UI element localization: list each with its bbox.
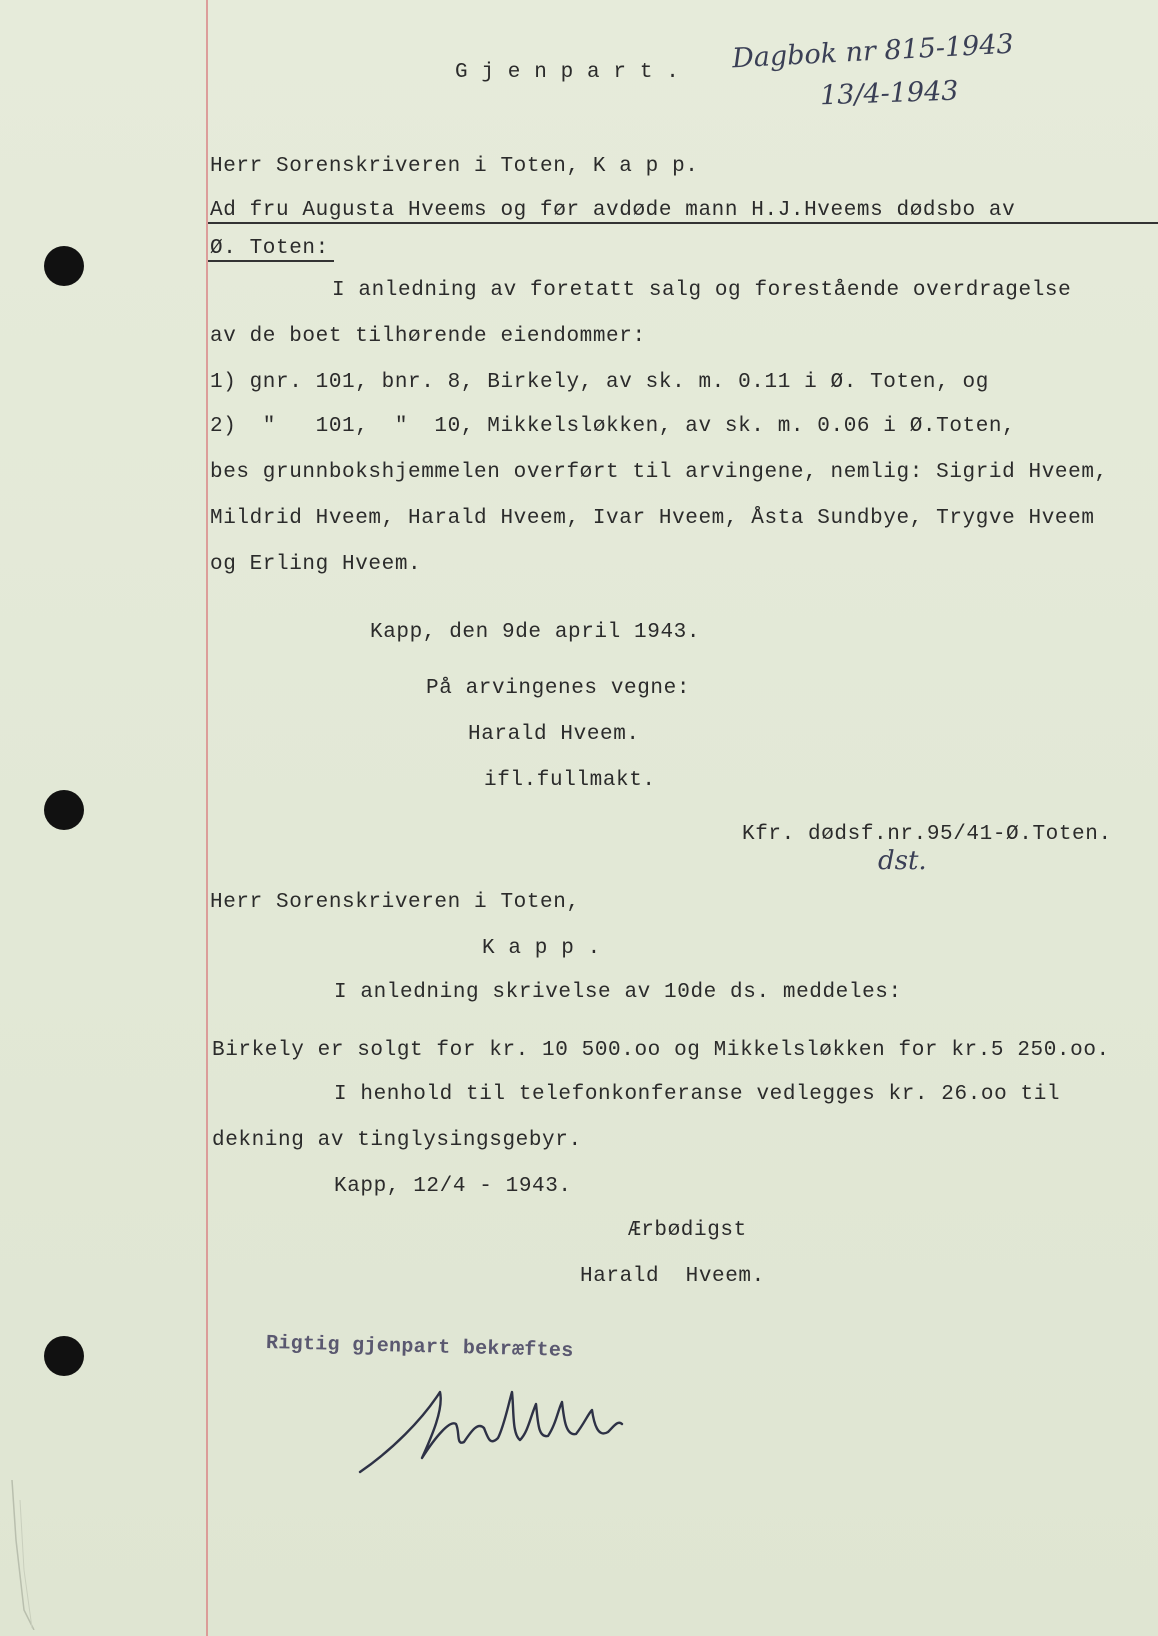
letter1-authority: ifl.fullmakt.	[484, 769, 656, 792]
letter1-initials: dst.	[878, 846, 927, 876]
letter1-place-date: Kapp, den 9de april 1943.	[370, 621, 701, 644]
letter1-body-line: I anledning av foretatt salg og forestående overdragelse	[332, 279, 1072, 302]
handwritten-reference: Dagbok nr 815-1943	[731, 28, 1015, 75]
letter1-body-line: 1) gnr. 101, bnr. 8, Birkely, av sk. m. 0.11 i Ø. Toten, og	[210, 371, 989, 394]
certification-stamp: Rigtig gjenpart bekræftes	[265, 1331, 574, 1364]
margin-line	[206, 0, 208, 1636]
letter1-body-line: Mildrid Hveem, Harald Hveem, Ivar Hveem, Åsta Sundbye, Trygve Hveem	[210, 507, 1095, 530]
letter1-body-line: og Erling Hveem.	[210, 553, 422, 576]
letter2-body-line: I anledning skrivelse av 10de ds. meddeles:	[334, 981, 902, 1004]
letter2-body-line: Birkely er solgt for kr. 10 500.oo og Mikkelsløkken for kr.5 250.oo.	[212, 1039, 1110, 1062]
document-title: G j e n p a r t .	[455, 61, 680, 84]
letter2-closing: Ærbødigst	[628, 1219, 747, 1242]
punch-hole-top	[44, 246, 84, 286]
letter2-signer: Harald Hveem.	[580, 1265, 765, 1288]
letter1-recipient: Herr Sorenskriveren i Toten, K a p p.	[210, 155, 699, 178]
letter1-reference: Kfr. dødsf.nr.95/41-Ø.Toten.	[742, 823, 1112, 846]
letter1-on-behalf: På arvingenes vegne:	[426, 677, 691, 700]
subject-underline-1	[208, 222, 1158, 224]
handwritten-signature	[352, 1380, 642, 1480]
letter2-place-date: Kapp, 12/4 - 1943.	[334, 1175, 572, 1198]
letter1-subject-line1: Ad fru Augusta Hveems og før avdøde mann H.J.Hveems dødsbo av	[210, 199, 1016, 222]
letter2-recipient-place: K a p p .	[482, 937, 601, 960]
letter1-body-line: bes grunnbokshjemmelen overført til arvingene, nemlig: Sigrid Hveem,	[210, 461, 1108, 484]
letter1-signer: Harald Hveem.	[468, 723, 640, 746]
letter2-body-line: I henhold til telefonkonferanse vedlegges kr. 26.oo til	[334, 1083, 1061, 1106]
handwritten-date: 13/4-1943	[819, 75, 959, 112]
punch-hole-bottom	[44, 1336, 84, 1376]
punch-hole-middle	[44, 790, 84, 830]
letter2-recipient: Herr Sorenskriveren i Toten,	[210, 891, 580, 914]
letter1-body-line: 2) " 101, " 10, Mikkelsløkken, av sk. m. 0.06 i Ø.Toten,	[210, 415, 1016, 438]
page-corner-curl	[10, 1480, 40, 1630]
letter1-subject-line2: Ø. Toten:	[210, 237, 329, 260]
letter1-body-line: av de boet tilhørende eiendommer:	[210, 325, 646, 348]
subject-underline-2	[208, 260, 334, 262]
letter2-body-line: dekning av tinglysingsgebyr.	[212, 1129, 582, 1152]
